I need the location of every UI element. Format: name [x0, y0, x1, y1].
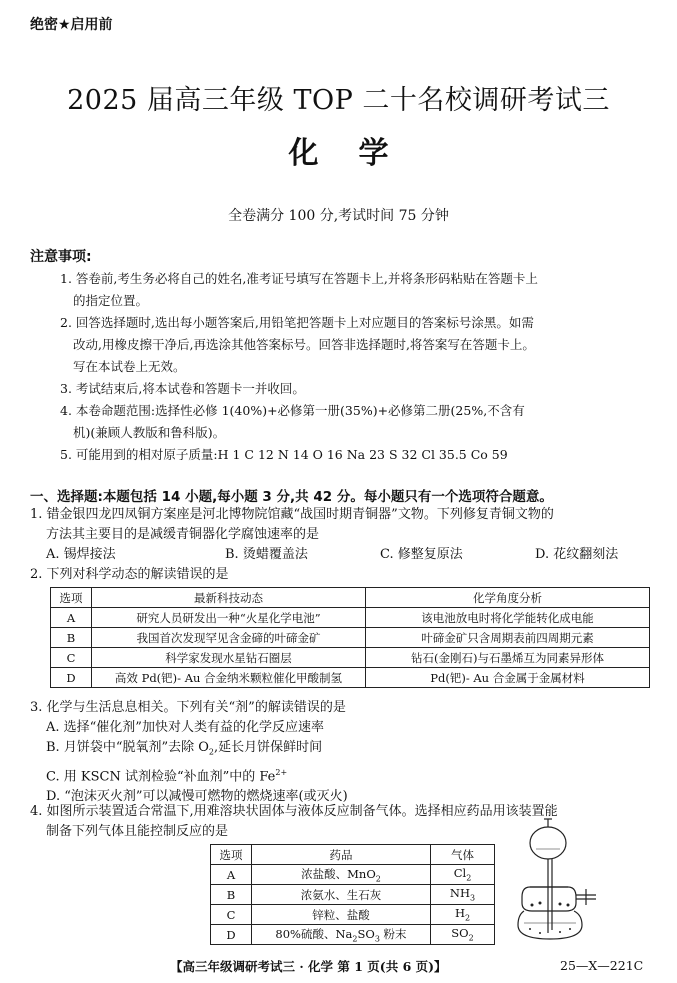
kipp-apparatus-diagram [510, 815, 600, 945]
option-c: C. 修整复原法 [380, 547, 463, 562]
notice-item-3: 3. 考试结束后,将本试卷和答题卡一并收回。 [60, 381, 305, 396]
question-3-stem: 3. 化学与生活息息相关。下列有关“剂”的解读错误的是 [30, 700, 346, 715]
notice-title: 注意事项: [30, 249, 92, 265]
section-header: 一、选择题:本题包括 14 小题,每小题 3 分,共 42 分。每小题只有一个选项符合题意。 [30, 489, 553, 505]
table-row: C 锌粒、盐酸 $H_2$ [211, 905, 495, 925]
question-3 [30, 698, 655, 807]
question-3-option-a: A. 选择“催化剂”加快对人类有益的化学反应速率 [46, 720, 324, 735]
exam-title: 2025 届高三年级 TOP 二十名校调研考试三 [67, 85, 610, 116]
table-row: D 高效 Pd(钯)- Au 合金纳米颗粒催化甲酸制氢 Pd(钯)- Au 合金属于金属材料 [51, 668, 650, 688]
question-4-table [210, 844, 495, 945]
notice-list [60, 268, 655, 466]
table-row: B 浓氨水、生石灰 $NH_3$ [211, 885, 495, 905]
table-header: 药品 [252, 845, 431, 865]
table-header-row [51, 588, 650, 608]
question-3-option-d: D. “泡沫灭火剂”可以减慢可燃物的燃烧速率(或灭火) [46, 788, 348, 804]
question-1-stem: 1. 错金银四龙四凤铜方案座是河北博物院馆藏“战国时期青铜器”文物。下列修复青铜文物的 [30, 507, 554, 522]
question-2-stem: 2. 下列对科学动态的解读错误的是 [30, 567, 229, 582]
option-a: A. 锡焊接法 [46, 547, 116, 562]
notice-item-4: 4. 本卷命题范围:选择性必修 1(40%)+必修第一册(35%)+必修第二册(25%,不含有 机)(兼顾人教版和鲁科版)。 [60, 403, 525, 440]
option-b: B. 烫蜡覆盖法 [225, 547, 308, 562]
table-header: 选项 [51, 588, 92, 608]
table-header: 气体 [431, 845, 495, 865]
page-footer: 【高三年级调研考试三 · 化学 第 1 页(共 6 页)】 [170, 959, 447, 974]
table-row: A 研究人员研发出一种“火星化学电池” 该电池放电时将化学能转化成电能 [51, 608, 650, 628]
table-row: A 浓盐酸、MnO$_2$ $Cl_2$ [211, 865, 495, 885]
question-1-stem-cont: 方法其主要目的是减缓青铜器化学腐蚀速率的是 [46, 527, 320, 542]
question-1-options [30, 545, 655, 565]
subject-title: 化学 [288, 136, 429, 171]
question-4-stem: 4. 如图所示装置适合常温下,用难溶块状固体与液体反应制备气体。选择相应药品用该装置能 [30, 804, 558, 819]
question-2-table [50, 587, 650, 688]
notice-item-1: 1. 答卷前,考生务必将自己的姓名,准考证号填写在答题卡上,并将条形码粘贴在答题卡上 的指定位置。 [60, 271, 538, 308]
table-header: 选项 [211, 845, 252, 865]
question-4-stem-cont: 制备下列气体且能控制反应的是 [46, 824, 229, 839]
option-d: D. 花纹翻刻法 [535, 547, 619, 562]
table-header: 化学角度分析 [366, 588, 650, 608]
score-info: 全卷满分 100 分,考试时间 75 分钟 [228, 208, 449, 224]
table-header-row [211, 845, 495, 865]
notice-item-2: 2. 回答选择题时,选出每小题答案后,用铅笔把答题卡上对应题目的答案标号涂黑。如需 改动,用橡皮擦干净后,再选涂其他答案标号。回答非选择题时,将答案写在答题卡上。 写在本试卷上无效。 [60, 315, 535, 374]
question-3-option-c: C. 用 KSCN 试剂检验“补血剂”中的 $Fe^{2+}$ [46, 767, 288, 784]
paper-code: 25—X—221C [560, 958, 644, 973]
confidential-label: 绝密★启用前 [30, 17, 113, 33]
question-3-option-b: B. 月饼袋中“脱氧剂”去除 $O_2$,延长月饼保鲜时间 [46, 740, 323, 757]
table-row: D 80%硫酸、$Na_2SO_3$ 粉末 $SO_2$ [211, 925, 495, 945]
question-1 [30, 505, 655, 565]
table-header: 最新科技动态 [92, 588, 366, 608]
notice-item-5: 5. 可能用到的相对原子质量:H 1 C 12 N 14 O 16 Na 23 S 32 Cl 35.5 Co 59 [60, 447, 508, 462]
table-row: C 科学家发现水星钻石圈层 钻石(金刚石)与石墨烯互为同素异形体 [51, 648, 650, 668]
table-row: B 我国首次发现罕见含金碲的叶碲金矿 叶碲金矿只含周期表前四周期元素 [51, 628, 650, 648]
